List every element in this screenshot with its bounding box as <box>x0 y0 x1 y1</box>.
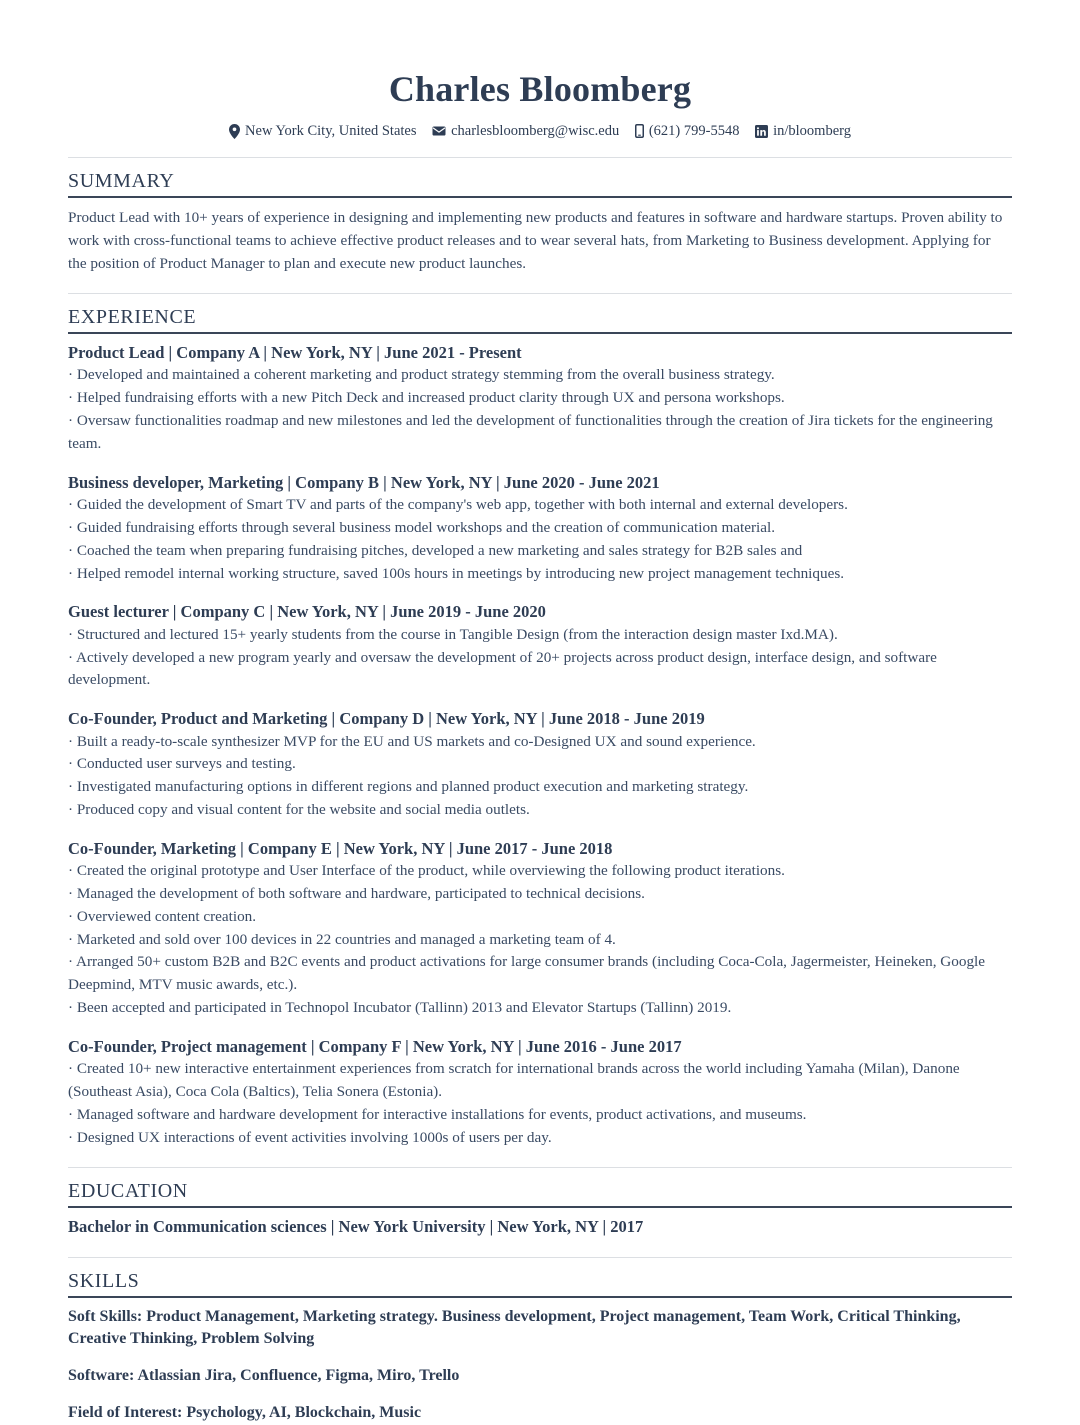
experience-entry <box>68 838 1012 1020</box>
section-divider <box>68 293 1012 294</box>
contact-phone[interactable] <box>635 124 740 139</box>
contact-email-text: charlesbloomberg@wisc.edu <box>451 123 620 140</box>
experience-list <box>68 342 1012 1149</box>
experience-bullet: · Actively developed a new program yearly and oversaw the development of 20+ projects across product design, interface design, and software development. <box>68 648 937 689</box>
location-pin-icon <box>229 124 240 139</box>
envelope-icon <box>432 126 446 136</box>
experience-bullet: · Created the original prototype and User Interface of the product, while overviewing the following product iterations. <box>68 862 785 880</box>
experience-entry-title: Business developer, Marketing | Company B | New York, NY | June 2020 - June 2021 <box>68 472 660 492</box>
experience-bullet: · Developed and maintained a coherent marketing and product strategy stemming from the overall business strategy. <box>68 366 775 384</box>
skill-line-software: Software: Atlassian Jira, Confluence, Figma, Miro, Trello <box>68 1367 460 1385</box>
experience-bullet: · Conducted user surveys and testing. <box>68 755 296 773</box>
skill-line-field-of-interest: Field of Interest: Psychology, AI, Blockchain, Music <box>68 1403 422 1421</box>
experience-bullet: · Managed software and hardware development for interactive installations for events, product activations, and museums. <box>68 1105 807 1123</box>
contact-location-text: New York City, United States <box>245 123 417 140</box>
experience-bullet: · Oversaw functionalities roadmap and new milestones and led the development of functionalities through the creation of Jira tickets for the engineering team. <box>68 412 993 452</box>
mobile-phone-icon <box>635 124 644 138</box>
experience-bullet: · Managed the development of both software and hardware, participated to technical decisions. <box>68 884 645 902</box>
experience-entry <box>68 472 1012 586</box>
section-underline <box>68 1296 1012 1298</box>
section-experience <box>68 293 1012 1149</box>
experience-bullet: · Guided fundraising efforts through several business model workshops and the creation of communication material. <box>68 518 776 536</box>
experience-bullet: · Helped remodel internal working structure, saved 100s hours in meetings by introducing new project management techniques. <box>68 564 845 582</box>
section-heading-experience: EXPERIENCE <box>68 306 197 329</box>
candidate-name: Charles Bloomberg <box>388 69 692 109</box>
section-underline <box>68 196 1012 198</box>
section-heading-skills: SKILLS <box>68 1269 140 1292</box>
experience-entry-title: Co-Founder, Product and Marketing | Company D | New York, NY | June 2018 - June 2019 <box>68 709 705 729</box>
education-entry: Bachelor in Communication sciences | New York University | New York, NY | 2017 <box>68 1217 644 1237</box>
section-divider <box>68 157 1012 158</box>
experience-bullet: · Coached the team when preparing fundraising pitches, developed a new marketing and sales strategy for B2B sales and <box>68 541 803 559</box>
section-summary <box>68 157 1012 275</box>
contact-bar <box>68 124 1012 139</box>
section-divider <box>68 1167 1012 1168</box>
experience-entry <box>68 342 1012 456</box>
skill-line-soft-skills: Soft Skills: Product Management, Marketing strategy. Business development, Project management, Team Work, Critical Thinking, Creative Thinking, Problem Solving <box>68 1307 961 1348</box>
contact-email[interactable] <box>432 124 619 139</box>
contact-linkedin[interactable] <box>755 124 851 139</box>
experience-bullet: · Helped fundraising efforts with a new Pitch Deck and increased product clarity through UX and persona workshops. <box>68 389 785 407</box>
experience-bullet: · Been accepted and participated in Technopol Incubator (Tallinn) 2013 and Elevator Startups (Tallinn) 2019. <box>68 998 732 1016</box>
experience-entry-title: Product Lead | Company A | New York, NY | June 2021 - Present <box>68 343 522 363</box>
experience-bullet: · Guided the development of Smart TV and parts of the company's web app, together with both internal and external developers. <box>68 496 848 514</box>
experience-entry <box>68 601 1012 692</box>
contact-phone-text: (621) 799-5548 <box>648 123 740 140</box>
experience-entry-title: Guest lecturer | Company C | New York, NY | June 2019 - June 2020 <box>68 602 546 622</box>
contact-linkedin-text: in/bloomberg <box>773 123 851 140</box>
experience-bullet: · Arranged 50+ custom B2B and B2C events and product activations for large consumer brands (including Coca-Cola, Jagermeister, Heineken, Google Deepmind, MTV music awards, etc.). <box>68 953 986 994</box>
experience-bullet: · Structured and lectured 15+ yearly students from the course in Tangible Design (from the interaction design master Ixd.MA). <box>68 625 838 643</box>
experience-bullet: · Investigated manufacturing options in different regions and planned product execution and marketing strategy. <box>68 778 749 796</box>
section-underline <box>68 332 1012 334</box>
experience-entry-title: Co-Founder, Marketing | Company E | New York, NY | June 2017 - June 2018 <box>68 838 613 858</box>
experience-entry-title: Co-Founder, Project management | Company F | New York, NY | June 2016 - June 2017 <box>68 1036 682 1056</box>
experience-bullet: · Overviewed content creation. <box>68 907 257 925</box>
section-underline <box>68 1206 1012 1208</box>
section-heading-education: EDUCATION <box>68 1180 188 1203</box>
resume-header <box>68 70 1012 139</box>
contact-location[interactable] <box>229 124 416 139</box>
section-education <box>68 1167 1012 1238</box>
experience-entry <box>68 1036 1012 1150</box>
experience-bullet: · Built a ready-to-scale synthesizer MVP for the EU and US markets and co-Designed UX and sound experience. <box>68 732 756 750</box>
linkedin-icon <box>755 125 768 138</box>
experience-bullet: · Designed UX interactions of event activities involving 1000s of users per day. <box>68 1128 552 1146</box>
section-heading-summary: SUMMARY <box>68 169 175 192</box>
section-divider <box>68 1257 1012 1258</box>
summary-paragraph: Product Lead with 10+ years of experience in designing and implementing new products and features in software and hardware startups. Proven ability to work with cross-functional teams to achieve effective product releases and to wear several hats, from Marketing to Business development. Applying for the position of Product Manager to plan and execute new product launches. <box>68 208 1003 272</box>
experience-bullet: · Created 10+ new interactive entertainment experiences from scratch for international brands across the world including Yamaha (Milan), Danone (Southeast Asia), Coca Cola (Baltics), Telia Sonera (Estonia). <box>68 1060 960 1100</box>
experience-bullet: · Marketed and sold over 100 devices in 22 countries and managed a marketing team of 4. <box>68 930 616 948</box>
section-skills <box>68 1257 1012 1425</box>
experience-bullet: · Produced copy and visual content for the website and social media outlets. <box>68 800 530 818</box>
experience-entry <box>68 708 1012 822</box>
